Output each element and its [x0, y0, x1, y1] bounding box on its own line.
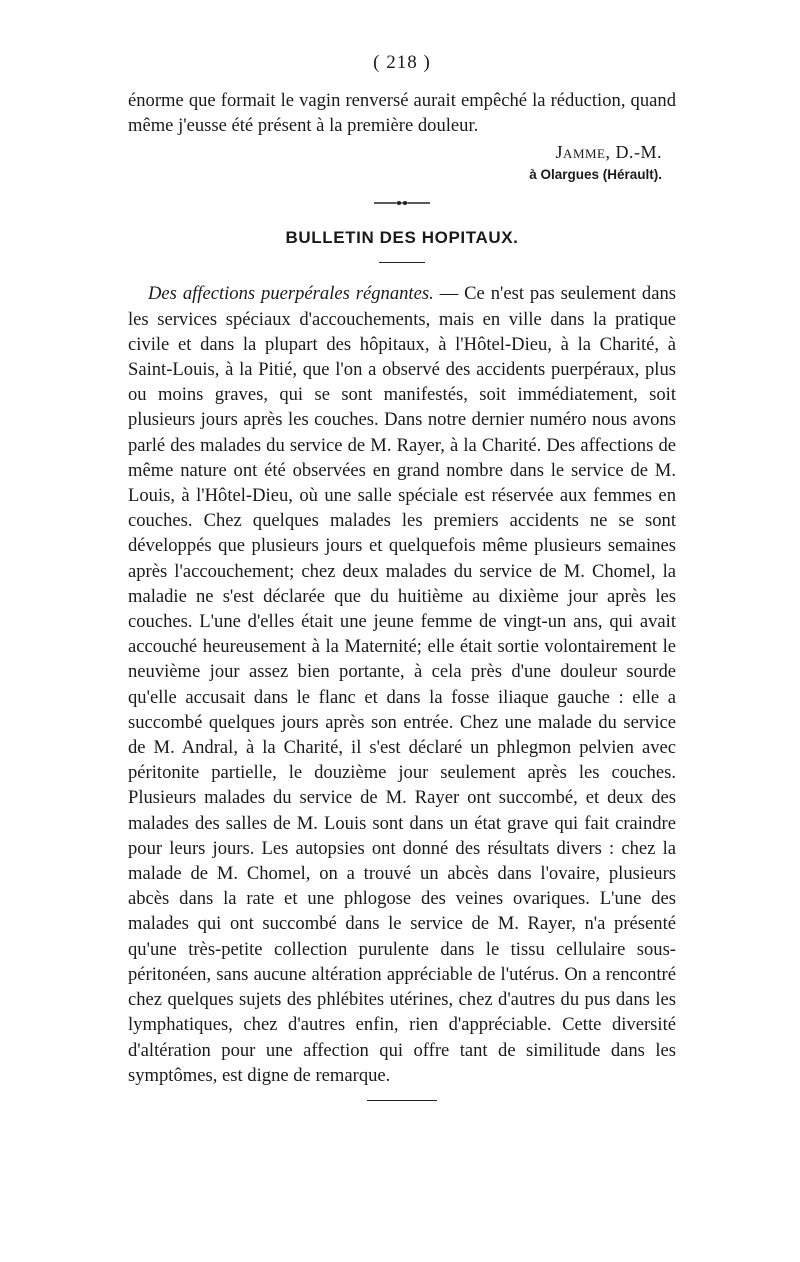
article-paragraph	[128, 281, 676, 1088]
intro-paragraph: énorme que formait le vagin renversé aurait empêché la réduction, quand même j'eusse été présent à la première douleur.	[128, 90, 676, 137]
page-number: ( 218 )	[373, 52, 431, 73]
end-rule	[367, 1100, 437, 1101]
ornament-divider	[372, 198, 432, 208]
ornament-icon	[372, 198, 432, 208]
heading-rule	[379, 262, 425, 263]
article-dash: —	[433, 283, 465, 305]
article-body: Ce n'est pas seulement dans les services spéciaux d'accouchements, mais en ville dans la pratique civile et dans la plupart des hôpitaux, à l'Hôtel-Dieu, à la Charité, à Saint-Louis, à la Pitié, que l'on a observé des accidents puerpéraux, plus ou moins graves, qui se sont manifestés, soit immédiatement, soit plusieurs jours après les couches. Dans notre dernier numéro nous avons parlé des malades du service de M. Rayer, à la Charité. Des affections de même nature ont été observées en grand nombre dans le service de M. Louis, à l'Hôtel-Dieu, où une salle spéciale est réservée aux femmes en couches. Chez quelques malades les premiers accidents ne se sont développés que plusieurs jours et quelquefois même plusieurs semaines après l'accouchement; chez deux malades du service de M. Chomel, la maladie ne s'est déclarée que du huitième au dixième jour après les couches. L'une d'elles était une jeune femme de vingt-un ans, qui avait accouché heureusement à la Maternité; elle était sortie volontairement le neuvième jour assez bien portante, à cela près d'une douleur sourde qu'elle accusait dans le flanc et dans la fosse iliaque gauche : elle a succombé quelques jours après son entrée. Chez une malade du service de M. Andral, à la Charité, il s'est déclaré un phlegmon pelvien avec péritonite partielle, le douzième jour seulement après les couches. Plusieurs malades du service de M. Rayer ont succombé, et deux des malades des salles de M. Louis sont dans un état grave qui fait craindre pour leurs jours. Les autopsies ont donné des résultats divers : chez la malade de M. Chomel, on a trouvé un abcès dans l'ovaire, plusieurs abcès dans la rate et une phlogose des veines ovariques. L'une des malades qui ont succombé dans le service de M. Rayer, n'a présenté qu'une très-petite collection purulente dans le tissu cellulaire sous-péritonéen, sans aucune altération appréciable de l'utérus. On a rencontré chez quelques sujets des phlébites utérines, chez d'autres du pus dans les lymphatiques, chez d'autres enfin, rien d'appréciable. Cette diversité d'altération pour une affection qui offre tant de similitude dans les symptômes, est digne de remarque.	[128, 283, 676, 1086]
signature-block	[128, 140, 662, 184]
author-name: Jamme, D.-M.	[555, 142, 662, 163]
article-title: Des affections puerpérales régnantes.	[148, 283, 434, 305]
document-page	[128, 52, 676, 1212]
author-location: à Olargues (Hérault).	[529, 167, 662, 183]
section-heading: BULLETIN DES HOPITAUX.	[285, 228, 519, 248]
